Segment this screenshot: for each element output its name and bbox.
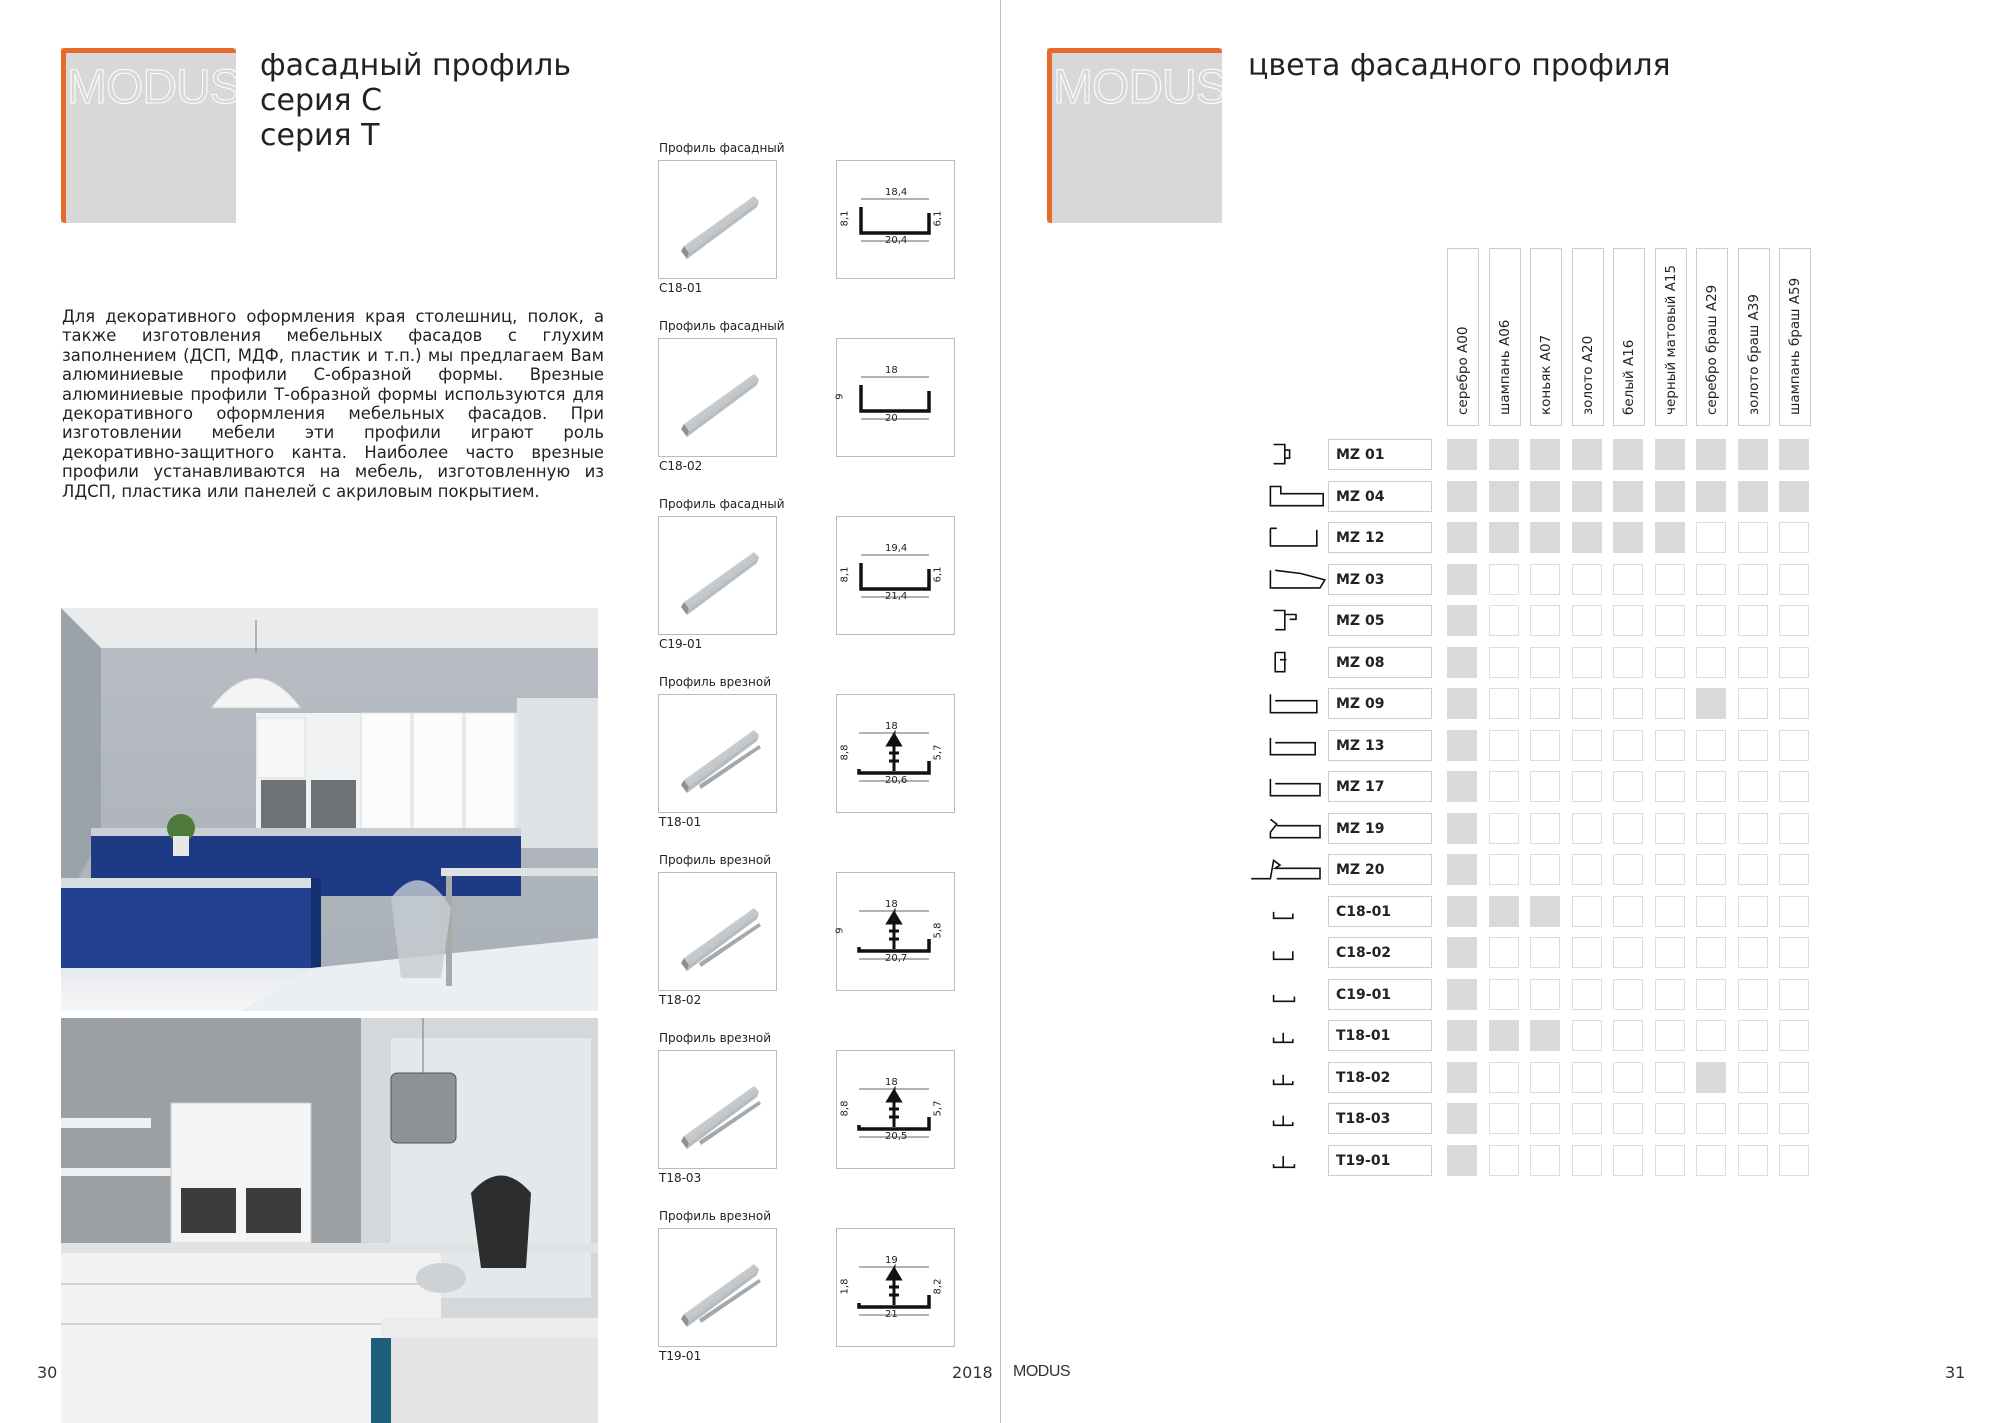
availability-cell [1530,439,1560,470]
availability-cell [1696,937,1726,968]
profile-drawing [836,1228,955,1347]
availability-cell [1572,564,1602,595]
availability-cell [1530,647,1560,678]
dimension-label: 20,4 [885,235,908,246]
dimension-label: 8,1 [839,566,851,583]
availability-cell [1489,439,1519,470]
profile-label: Профиль врезной [659,1031,772,1045]
availability-cell [1738,896,1768,927]
dimension-label: 5,7 [932,744,944,761]
color-column-header [1779,248,1811,426]
availability-cell [1447,896,1477,927]
dimension-label: 6,1 [932,566,944,583]
profile-section-icon [1248,937,1318,967]
availability-cell [1696,854,1726,885]
availability-cell [1530,564,1560,595]
profile-photo [658,872,777,991]
availability-cell [1696,813,1726,844]
profile-photo [658,516,777,635]
availability-cell [1696,688,1726,719]
availability-cell [1572,730,1602,761]
availability-cell [1530,730,1560,761]
availability-cell [1738,771,1768,802]
profile-section-icon [1248,481,1318,511]
availability-cell [1613,1062,1643,1093]
logo-text: MODUS [1053,61,1227,114]
profile-photo [658,338,777,457]
color-column-header [1655,248,1687,426]
availability-cell [1738,813,1768,844]
availability-cell [1738,439,1768,470]
availability-cell [1696,522,1726,553]
profile-section-icon [1248,1103,1318,1133]
availability-cell [1696,1103,1726,1134]
availability-cell [1572,1062,1602,1093]
color-name: золото A20 [1579,335,1596,415]
dimension-label: 6,1 [932,210,944,227]
availability-cell [1613,439,1643,470]
color-column-header [1530,248,1562,426]
availability-cell [1655,1062,1685,1093]
availability-cell [1572,1103,1602,1134]
availability-cell [1779,688,1809,719]
availability-cell [1738,564,1768,595]
availability-cell [1779,439,1809,470]
availability-cell [1447,813,1477,844]
availability-cell [1738,522,1768,553]
availability-cell [1447,647,1477,678]
profile-section-icon [1248,1062,1318,1092]
availability-cell [1489,1145,1519,1176]
availability-cell [1572,439,1602,470]
profile-drawing [836,338,955,457]
availability-cell [1447,1020,1477,1051]
availability-cell [1738,481,1768,512]
availability-cell [1779,647,1809,678]
availability-cell [1613,979,1643,1010]
availability-cell [1613,813,1643,844]
availability-cell [1530,813,1560,844]
profile-code: T18-03 [659,1171,702,1185]
availability-cell [1696,1145,1726,1176]
profile-section-icon [1248,854,1318,884]
availability-cell [1779,979,1809,1010]
availability-cell [1655,937,1685,968]
availability-cell [1489,854,1519,885]
profile-row-label: MZ 04 [1328,481,1432,512]
description-text: Для декоративного оформления края столешниц, полок, а также изготовления мебельных фасадов с глухим заполнением (ДСП, МДФ, пластик и т.п.) мы предлагаем Вам алюминиевые профили С-образной формы. Врезные алюминиевые профили Т-образной формы используются для декоративного оформления мебельных фасадов. При изготовлении мебели эти профили играют роль декоративно-защитного канта. Наиболее часто врезные профили устанавливаются на мебель, изготовленную из ЛДСП, пластика или панелей с акриловым покрытием. [62,307,604,501]
availability-cell [1696,979,1726,1010]
title-line: серия Т [260,118,380,153]
availability-cell [1696,1062,1726,1093]
availability-cell [1779,854,1809,885]
page-title-right: цвета фасадного профиля [1248,48,1671,83]
availability-cell [1738,937,1768,968]
availability-cell [1447,564,1477,595]
profile-row-label: C18-01 [1328,896,1432,927]
availability-cell [1572,1145,1602,1176]
color-column-header [1572,248,1604,426]
availability-cell [1572,522,1602,553]
profile-code: C18-01 [659,281,703,295]
footer-brand: MODUS [1013,1363,1071,1380]
profile-label: Профиль фасадный [659,141,785,155]
color-name: золото браш A39 [1745,294,1762,415]
availability-cell [1489,564,1519,595]
color-column-header [1489,248,1521,426]
profile-row-label: C18-02 [1328,937,1432,968]
availability-cell [1489,605,1519,636]
title-line: фасадный профиль [260,48,572,83]
dimension-label: 19,4 [885,543,908,554]
color-name: черный матовый A15 [1662,264,1679,415]
availability-cell [1489,522,1519,553]
availability-cell [1613,730,1643,761]
availability-cell [1655,1020,1685,1051]
profile-section-icon [1248,813,1318,843]
availability-cell [1779,605,1809,636]
availability-cell [1655,1145,1685,1176]
availability-cell [1738,1145,1768,1176]
profile-row-label: MZ 08 [1328,647,1432,678]
dimension-label: 8,8 [839,744,851,761]
availability-cell [1447,854,1477,885]
color-name: белый A16 [1621,339,1637,415]
availability-cell [1655,1103,1685,1134]
dimension-label: 1,8 [839,1278,851,1295]
availability-cell [1447,730,1477,761]
availability-cell [1613,481,1643,512]
logo-text: MODUS [67,61,241,114]
availability-cell [1530,771,1560,802]
availability-cell [1613,605,1643,636]
color-column-header [1738,248,1770,426]
availability-cell [1489,979,1519,1010]
profile-row-label: MZ 13 [1328,730,1432,761]
availability-cell [1613,937,1643,968]
availability-cell [1530,1145,1560,1176]
profile-row-label: T18-01 [1328,1020,1432,1051]
profile-section-icon [1248,730,1318,760]
color-name: серебро браш A29 [1704,284,1720,415]
color-name: шампань браш A59 [1787,277,1803,415]
profile-label: Профиль фасадный [659,319,785,333]
availability-cell [1613,896,1643,927]
availability-cell [1613,854,1643,885]
availability-cell [1696,896,1726,927]
profile-label: Профиль фасадный [659,497,785,511]
availability-cell [1696,1020,1726,1051]
color-name: серебро A00 [1455,326,1471,415]
profile-row-label: MZ 17 [1328,771,1432,802]
availability-cell [1572,605,1602,636]
dimension-label: 21 [885,1309,898,1320]
page-title [260,48,571,153]
availability-cell [1738,854,1768,885]
availability-cell [1489,896,1519,927]
availability-cell [1779,896,1809,927]
modus-logo [61,48,241,223]
availability-cell [1655,854,1685,885]
profile-label: Профиль врезной [659,853,772,867]
profile-row-label: MZ 19 [1328,813,1432,844]
profile-section-icon [1248,439,1318,469]
title-line: серия С [260,83,383,118]
color-column-header [1613,248,1645,426]
availability-cell [1738,730,1768,761]
profile-drawing [836,694,955,813]
availability-cell [1779,481,1809,512]
availability-cell [1489,771,1519,802]
availability-cell [1447,1062,1477,1093]
page-number-left: 30 [37,1363,58,1382]
availability-cell [1738,1103,1768,1134]
availability-cell [1530,937,1560,968]
availability-cell [1447,937,1477,968]
availability-cell [1447,1145,1477,1176]
availability-cell [1613,1103,1643,1134]
dimension-label: 18 [885,365,898,376]
availability-cell [1696,564,1726,595]
availability-cell [1779,564,1809,595]
availability-cell [1572,481,1602,512]
profile-row-label: MZ 05 [1328,605,1432,636]
dimension-label: 20,6 [885,775,908,786]
profile-photo [658,160,777,279]
availability-cell [1613,564,1643,595]
profile-row-label: MZ 03 [1328,564,1432,595]
profile-row-label: MZ 01 [1328,439,1432,470]
availability-cell [1489,937,1519,968]
availability-cell [1613,1145,1643,1176]
profile-row-label: C19-01 [1328,979,1432,1010]
availability-cell [1655,522,1685,553]
profile-drawing [836,160,955,279]
profile-photo [658,694,777,813]
availability-cell [1489,481,1519,512]
availability-cell [1655,771,1685,802]
availability-cell [1655,647,1685,678]
availability-cell [1530,896,1560,927]
dimension-label: 9 [834,927,846,934]
profile-section-icon [1248,771,1318,801]
page-divider [1000,0,1001,1423]
availability-cell [1447,979,1477,1010]
profile-row-label: MZ 12 [1328,522,1432,553]
dimension-label: 8,8 [839,1100,851,1117]
availability-cell [1696,605,1726,636]
availability-cell [1530,1062,1560,1093]
availability-cell [1655,730,1685,761]
availability-cell [1447,439,1477,470]
profile-drawing [836,1050,955,1169]
profile-code: T18-02 [659,993,702,1007]
availability-cell [1655,979,1685,1010]
availability-cell [1696,439,1726,470]
dimension-label: 18 [885,899,898,910]
dimension-label: 20 [885,413,898,424]
dimension-label: 21,4 [885,591,908,602]
availability-cell [1738,1020,1768,1051]
availability-cell [1530,688,1560,719]
availability-cell [1489,1020,1519,1051]
profile-section-icon [1248,1020,1318,1050]
availability-cell [1613,771,1643,802]
color-column-header [1447,248,1479,426]
availability-cell [1738,605,1768,636]
availability-cell [1738,979,1768,1010]
availability-cell [1655,688,1685,719]
profile-code: C19-01 [659,637,703,651]
dimension-label: 19 [885,1255,898,1266]
profile-row-label: T18-03 [1328,1103,1432,1134]
modus-logo-right [1047,48,1227,223]
availability-cell [1613,1020,1643,1051]
availability-cell [1738,647,1768,678]
dimension-label: 20,5 [885,1131,908,1142]
profile-label: Профиль врезной [659,1209,772,1223]
availability-cell [1779,1020,1809,1051]
availability-cell [1779,937,1809,968]
availability-cell [1447,522,1477,553]
availability-cell [1530,854,1560,885]
availability-cell [1738,688,1768,719]
availability-cell [1447,771,1477,802]
profile-section-icon [1248,896,1318,926]
availability-cell [1489,813,1519,844]
availability-cell [1779,813,1809,844]
availability-cell [1655,439,1685,470]
profile-code: T18-01 [659,815,702,829]
dimension-label: 18 [885,1077,898,1088]
dimension-label: 5,8 [932,922,944,939]
availability-cell [1696,730,1726,761]
availability-cell [1572,979,1602,1010]
availability-cell [1489,1062,1519,1093]
availability-cell [1530,481,1560,512]
availability-cell [1696,771,1726,802]
availability-cell [1655,481,1685,512]
availability-cell [1572,1020,1602,1051]
availability-cell [1613,688,1643,719]
dimension-label: 8,1 [839,210,851,227]
profile-drawing [836,872,955,991]
page-number-right: 31 [1945,1363,1966,1382]
kitchen-photo-grey [61,1018,598,1423]
profile-row-label: MZ 09 [1328,688,1432,719]
dimension-label: 9 [834,393,846,400]
availability-cell [1572,896,1602,927]
availability-cell [1613,522,1643,553]
availability-cell [1447,481,1477,512]
profile-code: C18-02 [659,459,703,473]
profile-photo [658,1228,777,1347]
year: 2018 [952,1363,993,1382]
availability-cell [1447,688,1477,719]
availability-cell [1779,771,1809,802]
availability-cell [1530,1020,1560,1051]
profile-row-label: T19-01 [1328,1145,1432,1176]
availability-cell [1779,1103,1809,1134]
availability-cell [1779,1145,1809,1176]
dimension-label: 20,7 [885,953,908,964]
dimension-label: 18,4 [885,187,908,198]
availability-cell [1572,854,1602,885]
availability-cell [1489,1103,1519,1134]
availability-cell [1572,771,1602,802]
profile-section-icon [1248,688,1318,718]
kitchen-photo-blue [61,608,598,1011]
availability-cell [1696,481,1726,512]
profile-section-icon [1248,1145,1318,1175]
availability-cell [1572,813,1602,844]
availability-cell [1489,688,1519,719]
dimension-label: 18 [885,721,898,732]
availability-cell [1613,647,1643,678]
profile-row-label: T18-02 [1328,1062,1432,1093]
availability-cell [1779,522,1809,553]
availability-cell [1779,1062,1809,1093]
color-name: шампань A06 [1496,319,1513,415]
availability-cell [1655,605,1685,636]
availability-cell [1447,605,1477,636]
dimension-label: 5,7 [932,1100,944,1117]
profile-photo [658,1050,777,1169]
availability-cell [1530,605,1560,636]
color-column-header [1696,248,1728,426]
availability-cell [1489,647,1519,678]
availability-cell [1779,730,1809,761]
dimension-label: 8,2 [932,1278,944,1295]
profile-section-icon [1248,522,1318,552]
availability-cell [1655,813,1685,844]
profile-row-label: MZ 20 [1328,854,1432,885]
availability-cell [1655,896,1685,927]
availability-cell [1447,1103,1477,1134]
availability-cell [1530,1103,1560,1134]
availability-cell [1655,564,1685,595]
color-name: коньяк A07 [1538,334,1554,415]
availability-cell [1696,647,1726,678]
profile-section-icon [1248,647,1318,677]
availability-cell [1489,730,1519,761]
profile-section-icon [1248,564,1318,594]
availability-cell [1572,688,1602,719]
availability-cell [1530,979,1560,1010]
profile-label: Профиль врезной [659,675,772,689]
profile-section-icon [1248,605,1318,635]
availability-cell [1572,937,1602,968]
availability-cell [1572,647,1602,678]
profile-drawing [836,516,955,635]
profile-code: T19-01 [659,1349,702,1363]
availability-cell [1530,522,1560,553]
availability-cell [1738,1062,1768,1093]
profile-section-icon [1248,979,1318,1009]
